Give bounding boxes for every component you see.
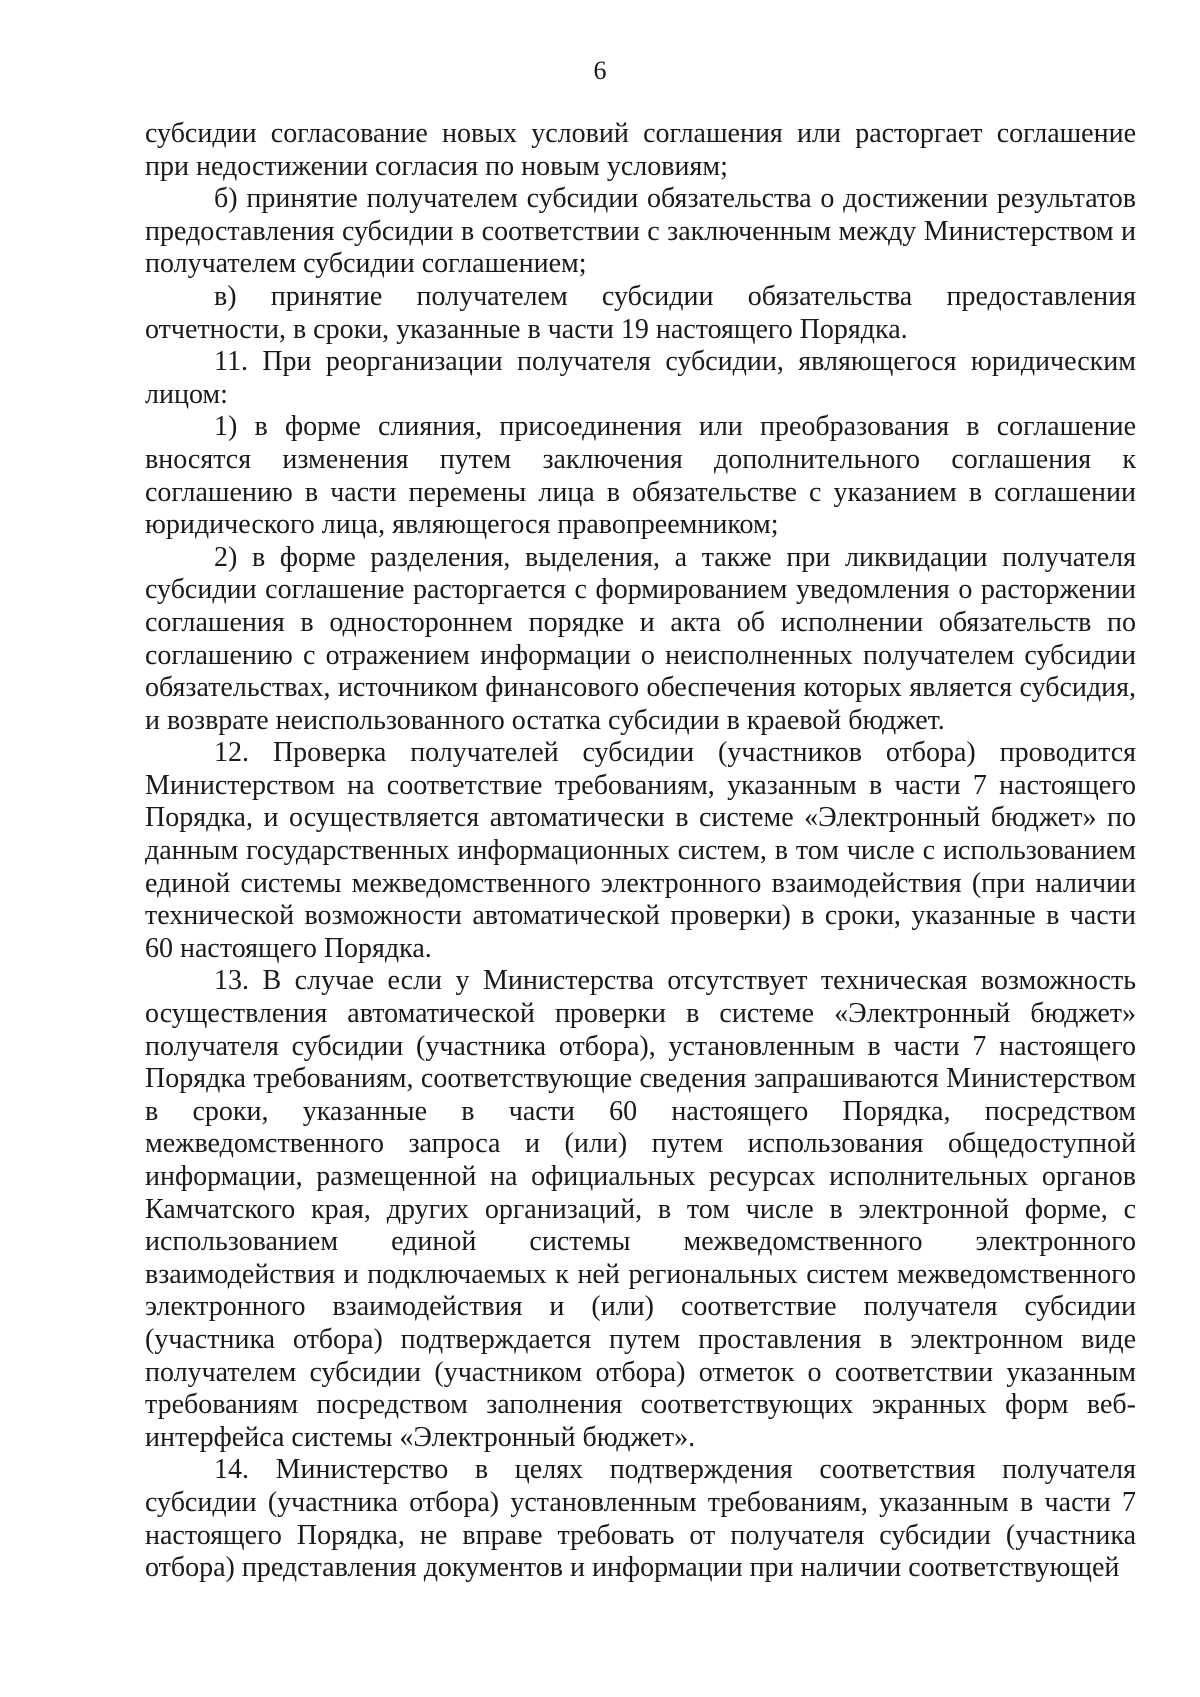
paragraph-continuation: субсидии согласование новых условий соглашения или расторгает соглашение при недостижении согласия по новым условиям;	[145, 118, 1136, 182]
document-body	[145, 118, 1136, 1585]
page-number: 6	[593, 56, 607, 85]
paragraph-section-14: 14. Министерство в целях подтверждения соответствия получателя субсидии (участника отбора) установленным требованиям, указанным в части 7 настоящего Порядка, не вправе требовать от получателя субсидии (участника отбора) представления документов и информации при наличии соответствующей	[145, 1454, 1136, 1584]
paragraph-item-1: 1) в форме слияния, присоединения или преобразования в соглашение вносятся изменения путем заключения дополнительного соглашения к соглашению в части перемены лица в обязательстве с указанием в соглашении юридического лица, являющегося правопреемником;	[145, 411, 1136, 541]
paragraph-item-b: б) принятие получателем субсидии обязательства о достижении результатов предоставления субсидии в соответствии с заключенным между Министерством и получателем субсидии соглашением;	[145, 183, 1136, 280]
paragraph-section-13: 13. В случае если у Министерства отсутствует техническая возможность осуществления автоматической проверки в системе «Электронный бюджет» получателя субсидии (участника отбора), установленным в части 7 настоящего Порядка требованиям, соответствующие сведения запрашиваются Министерством в сроки, указанные в части 60 настоящего Порядка, посредством межведомственного запроса и (или) путем использования общедоступной информации, размещенной на официальных ресурсах исполнительных органов Камчатского края, других организаций, в том числе в электронной форме, с использованием единой системы межведомственного электронного взаимодействия и подключаемых к ней региональных систем межведомственного электронного взаимодействия и (или) соответствие получателя субсидии (участника отбора) подтверждается путем проставления в электронном виде получателем субсидии (участником отбора) отметок о соответствии указанным требованиям посредством заполнения соответствующих экранных форм веб-интерфейса системы «Электронный бюджет».	[145, 965, 1136, 1453]
paragraph-item-v: в) принятие получателем субсидии обязательства предоставления отчетности, в сроки, указанные в части 19 настоящего Порядка.	[145, 280, 1136, 345]
paragraph-section-12: 12. Проверка получателей субсидии (участников отбора) проводится Министерством на соответствие требованиям, указанным в части 7 настоящего Порядка, и осуществляется автоматически в системе «Электронный бюджет» по данным государственных информационных систем, в том числе с использованием единой системы межведомственного электронного взаимодействия (при наличии технической возможности автоматической проверки) в сроки, указанные в части 60 настоящего Порядка.	[145, 737, 1136, 964]
paragraph-section-11: 11. При реорганизации получателя субсидии, являющегося юридическим лицом:	[145, 346, 1136, 410]
paragraph-item-2: 2) в форме разделения, выделения, а также при ликвидации получателя субсидии соглашение расторгается с формированием уведомления о расторжении соглашения в одностороннем порядке и акта об исполнении обязательств по соглашению с отражением информации о неисполненных получателем субсидии обязательствах, источником финансового обеспечения которых является субсидия, и возврате неиспользованного остатка субсидии в краевой бюджет.	[145, 541, 1136, 736]
